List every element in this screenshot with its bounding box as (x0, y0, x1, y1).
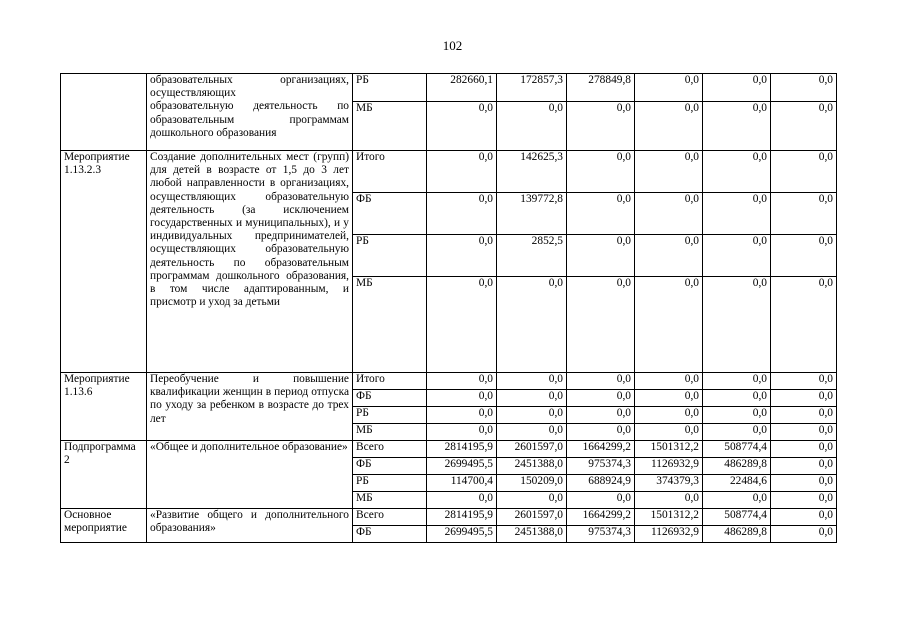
amount-cell: 0,0 (703, 492, 771, 509)
funding-source-cell: РБ (353, 407, 427, 424)
table-row (61, 151, 837, 193)
amount-cell: 0,0 (427, 102, 497, 151)
amount-cell: 1126932,9 (635, 458, 703, 475)
table-row (61, 509, 837, 526)
amount-cell: 0,0 (635, 407, 703, 424)
amount-cell: 0,0 (635, 235, 703, 277)
amount-cell: 0,0 (771, 441, 837, 458)
amount-cell: 172857,3 (497, 74, 567, 102)
amount-cell: 0,0 (771, 424, 837, 441)
amount-cell: 0,0 (427, 193, 497, 235)
amount-cell: 0,0 (567, 407, 635, 424)
amount-cell: 0,0 (771, 526, 837, 543)
amount-cell: 114700,4 (427, 475, 497, 492)
budget-table (60, 73, 837, 543)
amount-cell: 0,0 (427, 373, 497, 390)
amount-cell: 0,0 (497, 424, 567, 441)
amount-cell: 0,0 (427, 151, 497, 193)
amount-cell: 0,0 (635, 277, 703, 373)
funding-source-cell: РБ (353, 475, 427, 492)
amount-cell: 2699495,5 (427, 458, 497, 475)
amount-cell: 0,0 (635, 373, 703, 390)
amount-cell: 0,0 (771, 373, 837, 390)
amount-cell: 0,0 (703, 102, 771, 151)
funding-source-cell: Всего (353, 509, 427, 526)
amount-cell: 0,0 (635, 102, 703, 151)
amount-cell: 486289,8 (703, 458, 771, 475)
amount-cell: 0,0 (703, 373, 771, 390)
amount-cell: 0,0 (567, 102, 635, 151)
activity-code-cell (61, 74, 147, 151)
amount-cell: 2601597,0 (497, 441, 567, 458)
funding-source-cell: РБ (353, 235, 427, 277)
funding-source-cell: ФБ (353, 193, 427, 235)
amount-cell: 139772,8 (497, 193, 567, 235)
description-line: образовательную деятельность по (150, 100, 349, 113)
amount-cell: 2451388,0 (497, 458, 567, 475)
amount-cell: 2814195,9 (427, 441, 497, 458)
page-number: 102 (442, 38, 463, 53)
amount-cell: 0,0 (427, 390, 497, 407)
amount-cell: 282660,1 (427, 74, 497, 102)
amount-cell: 0,0 (567, 424, 635, 441)
table-row (61, 74, 837, 102)
amount-cell: 1126932,9 (635, 526, 703, 543)
activity-description-cell: Создание дополнительных мест (групп) для детей в возрасте от 1,5 до 3 лет любой направленности в организациях, осуществляющих образовательную деятельность (за исключением государственных и муниципальных), и у индивидуальных предпринимателей, осуществляющих образовательную деятельность по образовательным программам дошкольного образования, в том числе адаптированным, и присмотр и уход за детьми (147, 151, 353, 373)
amount-cell: 0,0 (703, 424, 771, 441)
amount-cell: 0,0 (635, 193, 703, 235)
amount-cell: 2814195,9 (427, 509, 497, 526)
description-line: образовательных организациях, (150, 74, 349, 86)
amount-cell: 2699495,5 (427, 526, 497, 543)
amount-cell: 22484,6 (703, 475, 771, 492)
amount-cell: 278849,8 (567, 74, 635, 102)
description-line: осуществляющих (150, 87, 236, 100)
amount-cell: 1664299,2 (567, 441, 635, 458)
amount-cell: 2601597,0 (497, 509, 567, 526)
amount-cell: 0,0 (497, 277, 567, 373)
activity-code-cell: Мероприятие 1.13.6 (61, 373, 147, 441)
amount-cell: 0,0 (567, 193, 635, 235)
amount-cell: 0,0 (567, 373, 635, 390)
amount-cell: 975374,3 (567, 458, 635, 475)
activity-description-cell: «Общее и дополнительное образование» (147, 441, 353, 509)
amount-cell: 0,0 (497, 407, 567, 424)
amount-cell: 2852,5 (497, 235, 567, 277)
amount-cell: 0,0 (771, 151, 837, 193)
description-line: образовательным программам (150, 113, 349, 126)
amount-cell: 0,0 (635, 424, 703, 441)
amount-cell: 0,0 (771, 509, 837, 526)
amount-cell: 0,0 (497, 492, 567, 509)
funding-source-cell: МБ (353, 492, 427, 509)
activity-code-cell: Подпрограмма 2 (61, 441, 147, 509)
funding-source-cell: ФБ (353, 458, 427, 475)
amount-cell: 0,0 (771, 475, 837, 492)
amount-cell: 0,0 (703, 277, 771, 373)
description-line: дошкольного образования (150, 126, 277, 139)
activity-description-cell (147, 74, 353, 151)
funding-source-cell: Итого (353, 373, 427, 390)
funding-source-cell: МБ (353, 102, 427, 151)
funding-source-cell: ФБ (353, 526, 427, 543)
amount-cell: 0,0 (635, 151, 703, 193)
activity-description-cell: «Развитие общего и дополнительного образования» (147, 509, 353, 543)
amount-cell: 688924,9 (567, 475, 635, 492)
amount-cell: 1664299,2 (567, 509, 635, 526)
activity-code-cell: Мероприятие 1.13.2.3 (61, 151, 147, 373)
activity-description-cell: Переобучение и повышение квалификации женщин в период отпуска по уходу за ребенком в возрасте до трех лет (147, 373, 353, 441)
amount-cell: 0,0 (703, 74, 771, 102)
amount-cell: 975374,3 (567, 526, 635, 543)
amount-cell: 0,0 (703, 407, 771, 424)
amount-cell: 0,0 (567, 277, 635, 373)
funding-source-cell: МБ (353, 424, 427, 441)
amount-cell: 0,0 (771, 235, 837, 277)
amount-cell: 0,0 (771, 407, 837, 424)
amount-cell: 0,0 (635, 492, 703, 509)
amount-cell: 0,0 (771, 74, 837, 102)
funding-source-cell: РБ (353, 74, 427, 102)
amount-cell: 0,0 (771, 277, 837, 373)
funding-source-cell: Всего (353, 441, 427, 458)
amount-cell: 0,0 (567, 151, 635, 193)
amount-cell: 508774,4 (703, 509, 771, 526)
amount-cell: 0,0 (703, 193, 771, 235)
amount-cell: 0,0 (567, 492, 635, 509)
table-row (61, 373, 837, 390)
amount-cell: 0,0 (427, 407, 497, 424)
amount-cell: 0,0 (703, 390, 771, 407)
amount-cell: 0,0 (427, 492, 497, 509)
amount-cell: 0,0 (703, 235, 771, 277)
amount-cell: 0,0 (703, 151, 771, 193)
amount-cell: 0,0 (427, 424, 497, 441)
amount-cell: 0,0 (771, 390, 837, 407)
funding-source-cell: Итого (353, 151, 427, 193)
amount-cell: 150209,0 (497, 475, 567, 492)
amount-cell: 508774,4 (703, 441, 771, 458)
amount-cell: 0,0 (771, 193, 837, 235)
amount-cell: 0,0 (635, 74, 703, 102)
amount-cell: 0,0 (771, 492, 837, 509)
funding-source-cell: МБ (353, 277, 427, 373)
amount-cell: 142625,3 (497, 151, 567, 193)
amount-cell: 0,0 (567, 390, 635, 407)
amount-cell: 1501312,2 (635, 441, 703, 458)
amount-cell: 2451388,0 (497, 526, 567, 543)
amount-cell: 0,0 (635, 390, 703, 407)
amount-cell: 374379,3 (635, 475, 703, 492)
funding-source-cell: ФБ (353, 390, 427, 407)
amount-cell: 486289,8 (703, 526, 771, 543)
amount-cell: 0,0 (427, 277, 497, 373)
amount-cell: 0,0 (771, 102, 837, 151)
activity-code-cell: Основное мероприятие (61, 509, 147, 543)
amount-cell: 0,0 (497, 373, 567, 390)
amount-cell: 0,0 (567, 235, 635, 277)
amount-cell: 1501312,2 (635, 509, 703, 526)
amount-cell: 0,0 (771, 458, 837, 475)
amount-cell: 0,0 (497, 390, 567, 407)
amount-cell: 0,0 (497, 102, 567, 151)
amount-cell: 0,0 (427, 235, 497, 277)
table-row (61, 441, 837, 458)
